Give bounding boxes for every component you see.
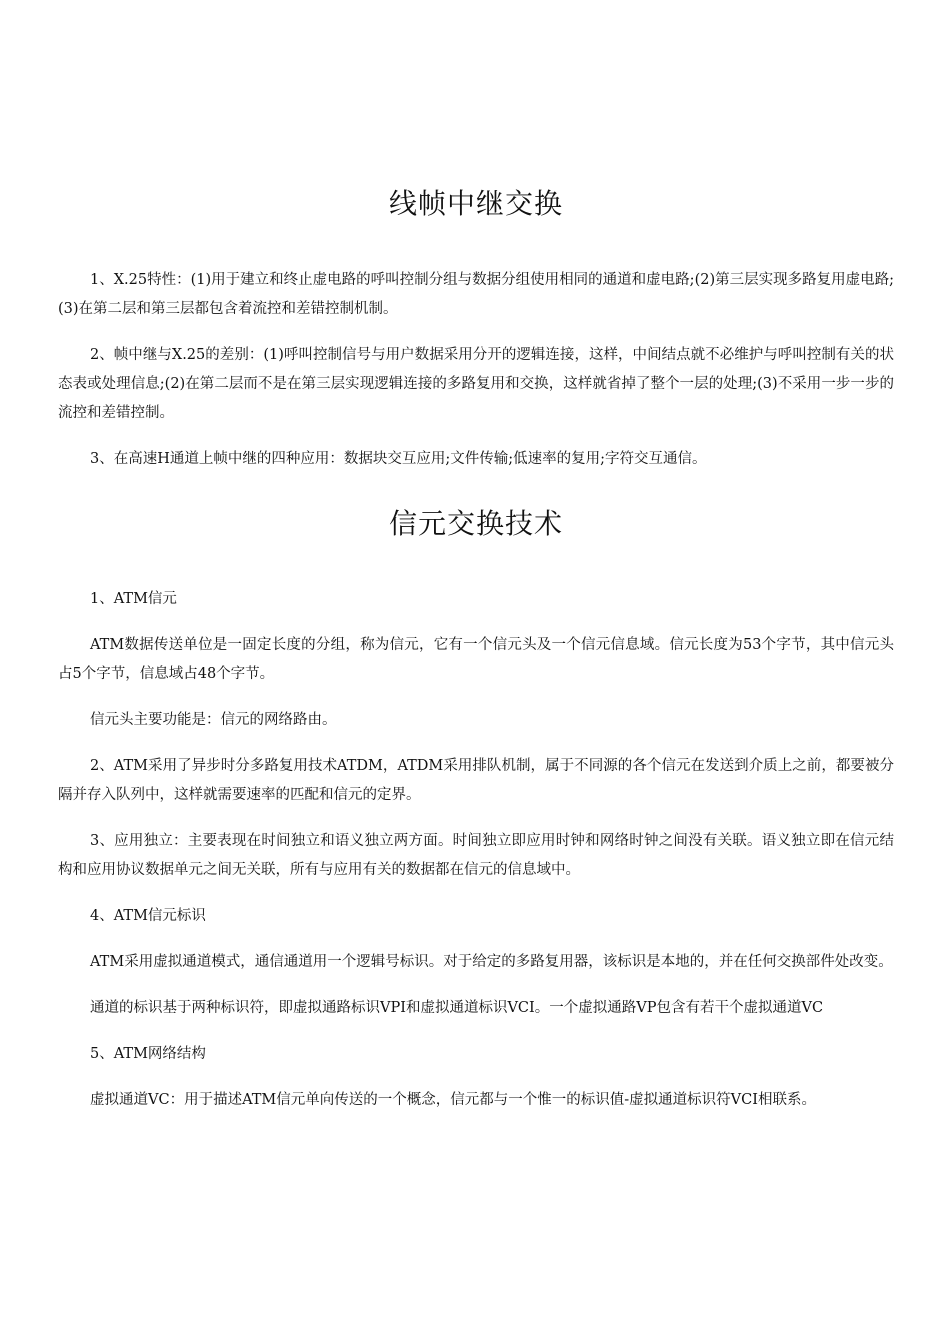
section-body-frame-relay <box>58 266 894 491</box>
paragraph-frame-relay-applications: 3、在高速H通道上帧中继的四种应用：数据块交互应用;文件传输;低速率的复用;字符交互通信。 <box>90 451 707 467</box>
section-title-frame-relay: 线帧中继交换 <box>388 187 563 220</box>
paragraph-frame-relay-vs-x25: 2、帧中继与X.25的差别：(1)呼叫控制信号与用户数据采用分开的逻辑连接，这样，中间结点就不必维护与呼叫控制有关的状态表或处理信息;(2)在第二层而不是在第三层实现逻辑连接的多路复用和交换，这样就省掉了整个一层的处理;(3)不采用一步一步的流控和差错控制。 <box>58 347 894 421</box>
paragraph-application-independence: 3、应用独立：主要表现在时间独立和语义独立两方面。时间独立即应用时钟和网络时钟之间没有关联。语义独立即在信元结构和应用协议数据单元之间无关联，所有与应用有关的数据都在信元的信息域中。 <box>58 833 894 878</box>
paragraph-x25-features: 1、X.25特性：(1)用于建立和终止虚电路的呼叫控制分组与数据分组使用相同的通道和虚电路;(2)第三层实现多路复用虚电路;(3)在第二层和第三层都包含着流控和差错控制机制。 <box>58 272 894 317</box>
paragraph-cell-header-function: 信元头主要功能是：信元的网络路由。 <box>90 712 337 728</box>
section-body-cell-switching <box>58 585 894 1132</box>
paragraph-atdm: 2、ATM采用了异步时分多路复用技术ATDM，ATDM采用排队机制，属于不同源的各个信元在发送到介质上之前，都要被分隔并存入队列中，这样就需要速率的匹配和信元的定界。 <box>58 758 894 803</box>
heading-atm-cell-identification: 4、ATM信元标识 <box>90 908 206 924</box>
heading-atm-cell: 1、ATM信元 <box>90 591 177 607</box>
heading-atm-network-structure: 5、ATM网络结构 <box>90 1046 206 1062</box>
paragraph-vpi-vci: 通道的标识基于两种标识符，即虚拟通路标识VPI和虚拟通道标识VCI。一个虚拟通路VP包含有若干个虚拟通道VC <box>90 1000 824 1016</box>
section-title-cell-switching: 信元交换技术 <box>388 507 563 540</box>
paragraph-atm-cell-definition: ATM数据传送单位是一固定长度的分组，称为信元，它有一个信元头及一个信元信息域。信元长度为53个字节，其中信元头占5个字节，信息域占48个字节。 <box>58 637 894 682</box>
paragraph-virtual-channel-mode: ATM采用虚拟通道模式，通信通道用一个逻辑号标识。对于给定的多路复用器，该标识是本地的，并在任何交换部件处改变。 <box>90 954 893 970</box>
paragraph-virtual-channel-vc: 虚拟通道VC：用于描述ATM信元单向传送的一个概念，信元都与一个惟一的标识值-虚拟通道标识符VCI相联系。 <box>90 1092 816 1108</box>
